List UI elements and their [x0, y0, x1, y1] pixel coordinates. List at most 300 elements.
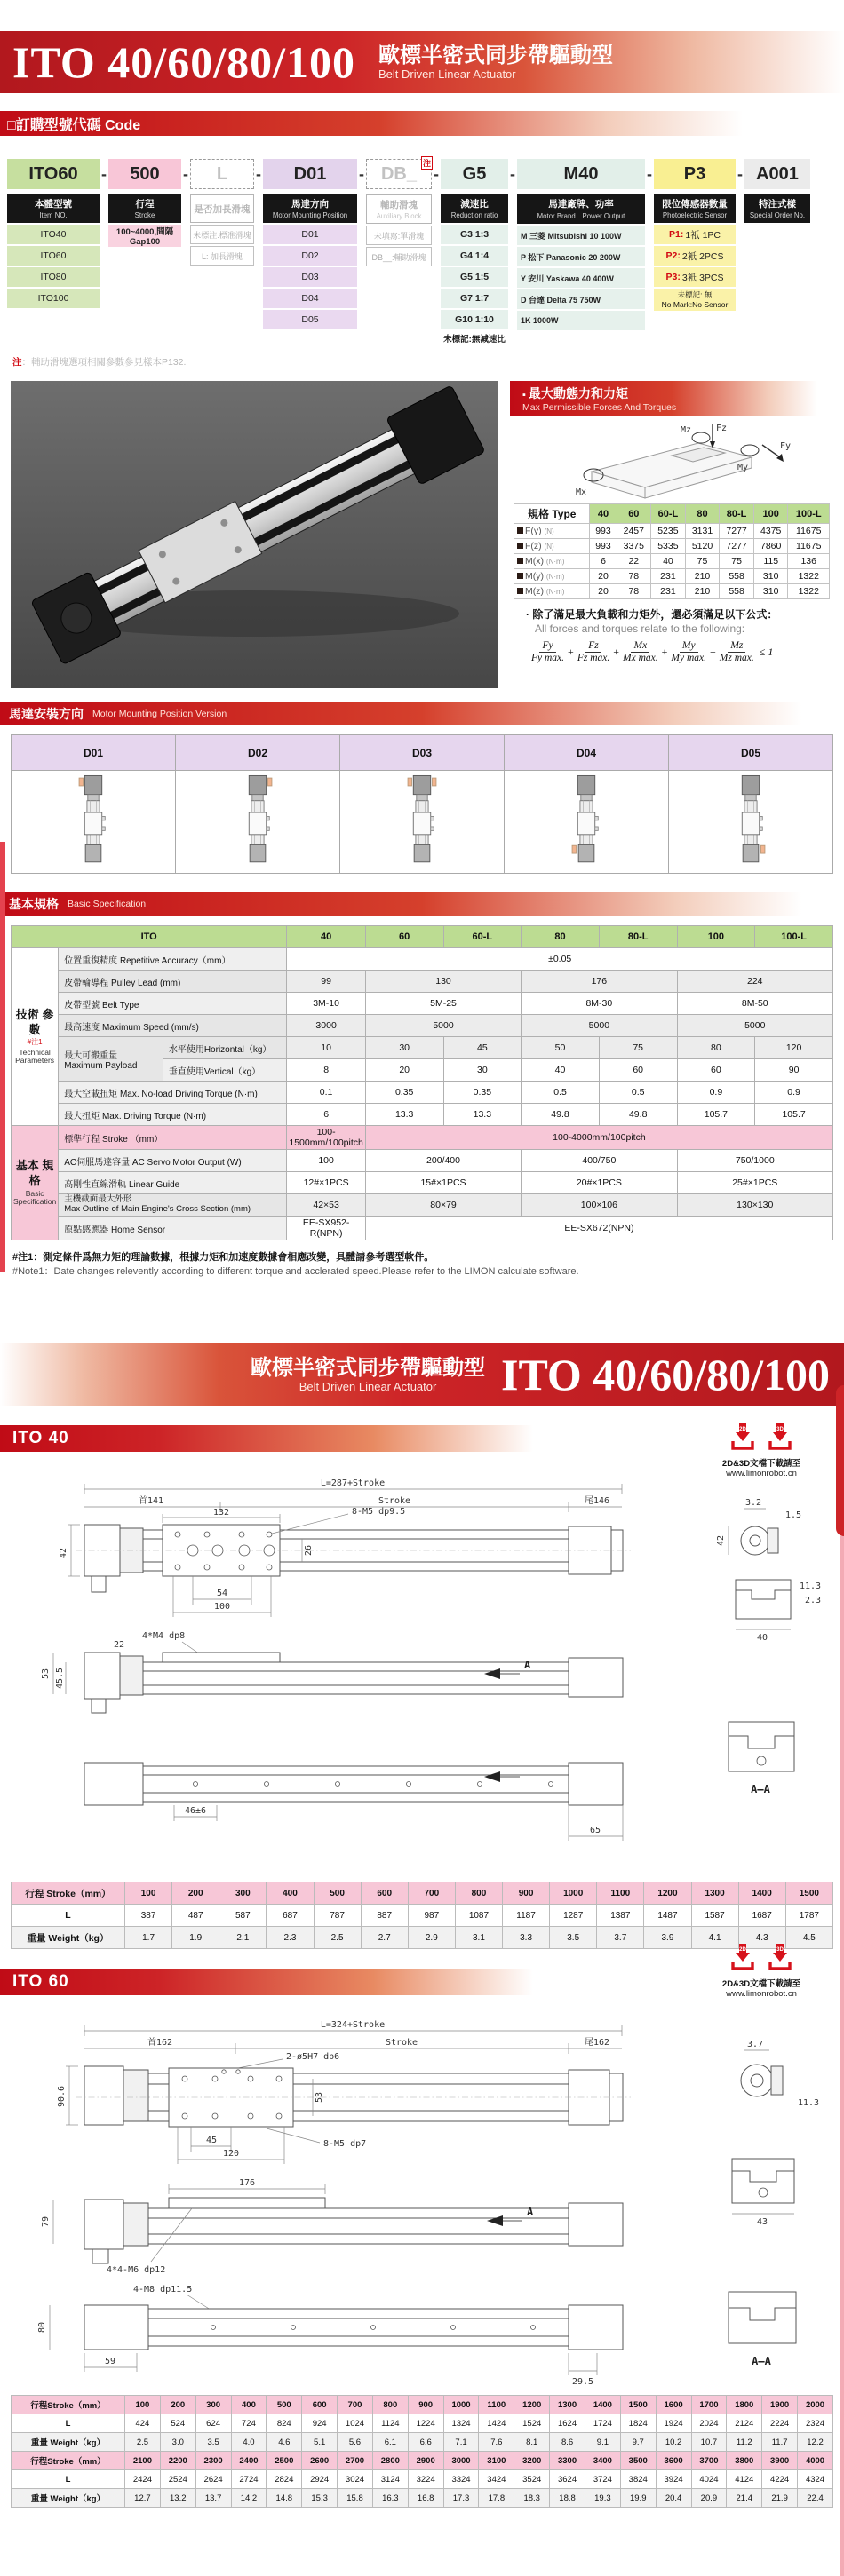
forces-value: 5120	[685, 539, 720, 554]
order-code-column-L	[190, 159, 254, 266]
cell: 3624	[550, 2470, 585, 2489]
cell: 0.5	[599, 1082, 677, 1104]
download-2d-icon[interactable]	[729, 1942, 756, 1974]
cell: 5.1	[302, 2433, 338, 2452]
spec-footnotes	[12, 1249, 844, 1278]
cell: 1687	[738, 1905, 785, 1927]
cell: 3400	[585, 2452, 620, 2470]
dim-11-3: 11.3	[798, 2098, 820, 2108]
media-row	[11, 381, 833, 688]
cell: 12#×1PCS	[287, 1172, 365, 1194]
forces-value: 20	[590, 584, 617, 599]
forces-value: 40	[651, 554, 686, 569]
cell: 424	[125, 2414, 161, 2433]
cell: 2300	[195, 2452, 231, 2470]
cell: 4.0	[231, 2433, 267, 2452]
code-column-header: 馬達廠牌、功率 Motor Brand、Power Output	[517, 194, 645, 224]
spec-row-torque	[12, 1104, 833, 1126]
forces-value: 75	[720, 554, 754, 569]
download-2d-icon[interactable]	[729, 1422, 756, 1454]
code-separator: -	[737, 165, 743, 183]
cell: 4124	[727, 2470, 762, 2489]
ito60-drawing	[0, 1999, 844, 2390]
download-url[interactable]: www.limonrobot.cn	[726, 1989, 797, 1999]
spec-row-stroke	[12, 1126, 833, 1150]
forces-value: 11675	[788, 524, 830, 539]
cell: 10.2	[656, 2433, 691, 2452]
cell: 105.7	[755, 1104, 833, 1126]
label-fz: Fz	[716, 424, 728, 433]
cell: 15.8	[338, 2489, 373, 2508]
payload-en: Maximum Payload	[64, 1060, 138, 1071]
page-title: ITO 40/60/80/100	[12, 37, 355, 87]
cell: 45	[443, 1037, 522, 1059]
cell: 5000	[365, 1015, 521, 1037]
formula-fraction: $\frac{Fy}{\text{Fy max.}}$	[531, 640, 565, 664]
spec-title: ITO	[12, 926, 287, 948]
cell: 200/400	[365, 1150, 521, 1172]
dim-total: L=324+Stroke	[320, 2020, 386, 2030]
dim-carriage-holes: 4*4-M6 dp12	[107, 2265, 166, 2275]
cell: 1200	[514, 2396, 550, 2414]
cell: 0.35	[365, 1082, 443, 1104]
group-en: Technical Parameters	[15, 1047, 55, 1066]
cell: 0.35	[443, 1082, 522, 1104]
dim-top-holes: 8-M5 dp9.5	[352, 1507, 406, 1517]
code-option: ITO100	[7, 289, 100, 308]
cell: 1324	[443, 2414, 479, 2433]
code-separator: -	[359, 165, 364, 183]
payload-label	[59, 1037, 163, 1082]
ito60-section	[0, 1947, 844, 2508]
forces-header-row	[514, 504, 830, 524]
forces-diagram	[538, 418, 805, 500]
row-label: 重量 Weight（kg）	[12, 2433, 125, 2452]
cell: 1424	[479, 2414, 514, 2433]
page2-edge-tab	[836, 1385, 844, 1536]
forces-banner-zh: ▪ 最大動態力和力矩	[522, 384, 628, 402]
cell: 1124	[372, 2414, 408, 2433]
cell: 0.5	[522, 1082, 600, 1104]
cell: 20	[365, 1059, 443, 1082]
cell: 40	[522, 1059, 600, 1082]
cell: 2500	[267, 2452, 302, 2470]
cell: 3900	[762, 2452, 798, 2470]
stroke-table-row	[12, 2489, 833, 2508]
cell: 900	[503, 1882, 550, 1905]
label-my: My	[737, 463, 749, 472]
code-box: L	[190, 159, 254, 189]
code-box: G5	[441, 159, 508, 189]
ito40-drawing	[0, 1455, 844, 1876]
spec-banner-zh: 基本規格	[9, 897, 59, 911]
forces-value: 115	[753, 554, 788, 569]
download-3d-icon[interactable]	[767, 1422, 793, 1454]
code-option: 1K 1000W	[517, 311, 645, 330]
product-photo	[11, 381, 498, 688]
formula-inequality: ≤ 1	[759, 646, 774, 659]
cell: 120	[755, 1037, 833, 1059]
stroke-table-row	[12, 1905, 833, 1927]
code-option: D01	[263, 225, 357, 244]
forces-value: 310	[753, 569, 788, 584]
forces-value: 993	[590, 524, 617, 539]
cell: 2724	[231, 2470, 267, 2489]
cell: 9.7	[620, 2433, 656, 2452]
cell: 2.9	[408, 1927, 455, 1949]
dim-54: 54	[216, 1589, 228, 1598]
mounting-body-row	[12, 771, 833, 874]
spec-col: 60-L	[443, 926, 522, 948]
page1-edge-strip	[0, 842, 5, 1272]
row-label: 位置重復精度 Repetitive Accuracy（mm）	[59, 948, 287, 971]
row-label: L	[12, 1905, 125, 1927]
cell: 1100	[479, 2396, 514, 2414]
cell: 4024	[691, 2470, 727, 2489]
stroke-table-row	[12, 2470, 833, 2489]
cell: 0.9	[677, 1082, 755, 1104]
dim-26: 26	[304, 1544, 314, 1557]
cell: 787	[314, 1905, 361, 1927]
code-column-header: 減速比 Reduction ratio	[441, 194, 508, 223]
cell: 4.6	[267, 2433, 302, 2452]
cell: 1.7	[125, 1927, 172, 1949]
order-code-column-ITO60	[7, 159, 100, 308]
row-label: 最大扭矩 Max. Driving Torque (N·m)	[59, 1104, 287, 1126]
cell: 3.1	[455, 1927, 502, 1949]
cell: 10.7	[691, 2433, 727, 2452]
plus-sign: +	[710, 646, 716, 659]
download-3d-icon[interactable]	[767, 1942, 793, 1974]
cell: 200	[172, 1882, 219, 1905]
cell: 176	[522, 971, 677, 993]
ito60-bottom-view	[37, 2285, 623, 2387]
cell: 3224	[408, 2470, 443, 2489]
cell: 1924	[656, 2414, 691, 2433]
cell: 13.3	[365, 1104, 443, 1126]
row-label: 重量 Weight（kg）	[12, 2489, 125, 2508]
forces-value: 75	[685, 554, 720, 569]
ito60-cross-sections	[729, 2040, 819, 2367]
cell: 8.1	[514, 2433, 550, 2452]
mount-position-label: D05	[669, 735, 833, 771]
cell: 105.7	[677, 1104, 755, 1126]
ito40-side-view	[41, 1631, 623, 1713]
payload-zh: 最大可搬重量	[64, 1050, 118, 1061]
code-box: DB_ 注	[366, 159, 432, 189]
code-option: 未標注:標准滑塊	[190, 225, 254, 244]
cell: 1187	[503, 1905, 550, 1927]
cell: 3.3	[503, 1927, 550, 1949]
cell: 800	[455, 1882, 502, 1905]
cell: 1400	[585, 2396, 620, 2414]
dim-45: 45	[205, 2136, 218, 2145]
order-code-note	[12, 355, 844, 369]
cell: 10	[287, 1037, 365, 1059]
row-label: 皮帶輪導程 Pulley Lead (mm)	[59, 971, 287, 993]
section-a-label: A	[527, 2206, 534, 2218]
forces-value: 231	[651, 569, 686, 584]
spec-row-home	[12, 1217, 833, 1240]
code-option: D03	[263, 267, 357, 287]
cell: 6.1	[372, 2433, 408, 2452]
forces-value: 310	[753, 584, 788, 599]
download-2d-label: 2D	[739, 1947, 746, 1953]
forces-value: 6	[590, 554, 617, 569]
order-code-column-G5	[441, 159, 508, 345]
code-option: G10 1:10	[441, 310, 508, 329]
cell: 19.9	[620, 2489, 656, 2508]
mounting-header-row	[12, 735, 833, 771]
download-block	[704, 1942, 819, 1999]
cell: 13.2	[160, 2489, 195, 2508]
cell: 100	[287, 1150, 365, 1172]
code-separator: -	[101, 165, 107, 183]
cell: 4000	[798, 2452, 833, 2470]
cell: 2124	[727, 2414, 762, 2433]
cell: 22.4	[798, 2489, 833, 2508]
cell: 400	[267, 1882, 314, 1905]
cell: 1587	[691, 1905, 738, 1927]
cell: 12.7	[125, 2489, 161, 2508]
cell: 30	[443, 1059, 522, 1082]
cell: 900	[408, 2396, 443, 2414]
code-option: G4 1:4	[441, 246, 508, 266]
cell: 624	[195, 2414, 231, 2433]
cell: 1200	[644, 1882, 691, 1905]
footnote-en: #Note1：Date changes relevently according to different torque and acclerated speed.Please refer to the LIMON calculate software.	[12, 1266, 579, 1277]
spec-col: 80	[522, 926, 600, 948]
code-option: P3: 3衹 3PCS	[654, 267, 736, 287]
dim-45-5: 45.5	[55, 1667, 65, 1690]
cell: 16.3	[372, 2489, 408, 2508]
cell: 687	[267, 1905, 314, 1927]
cell: 1300	[691, 1882, 738, 1905]
subtitle-en: Belt Driven Linear Actuator	[378, 67, 516, 82]
cell: 100×106	[522, 1194, 677, 1217]
cell: 9.1	[585, 2433, 620, 2452]
cell: 100-1500mm/100pitch	[287, 1126, 365, 1150]
code-option: 100~4000,間隔Gap100	[108, 225, 181, 247]
cell: EE-SX672(NPN)	[365, 1217, 832, 1240]
dim-132: 132	[212, 1508, 230, 1518]
cell: 80	[677, 1037, 755, 1059]
cell: 1600	[656, 2396, 691, 2414]
row-label: 最大空載扭矩 Max. No-load Driving Torque (N·m)	[59, 1082, 287, 1104]
mount-position-drawing-D02	[176, 771, 340, 874]
ito40-cross-sections	[716, 1498, 821, 1795]
forces-value: 2457	[617, 524, 651, 539]
forces-value: 3131	[685, 524, 720, 539]
cell: 387	[125, 1905, 172, 1927]
row-label: 行程Stroke（mm）	[12, 2396, 125, 2414]
forces-table	[514, 503, 830, 599]
cell: 3000	[443, 2452, 479, 2470]
note-mark-icon: 注	[421, 156, 433, 170]
code-option: ITO40	[7, 225, 100, 244]
ito60-top-view	[57, 2020, 631, 2164]
stroke-table-row	[12, 2433, 833, 2452]
cell: 2824	[267, 2470, 302, 2489]
forces-col: 60	[617, 504, 651, 524]
forces-value: 5335	[651, 539, 686, 554]
cell: 1287	[550, 1905, 597, 1927]
cell: 924	[302, 2414, 338, 2433]
cell: 7.6	[479, 2433, 514, 2452]
cell: 800	[372, 2396, 408, 2414]
forces-col: 100	[753, 504, 788, 524]
row-label: L	[12, 2414, 125, 2433]
code-column-header: 馬達方向 Motor Mounting Position	[263, 194, 357, 223]
cell: 18.3	[514, 2489, 550, 2508]
forces-col: 40	[590, 504, 617, 524]
forces-note-en: All forces and torques relate to the following:	[535, 622, 745, 635]
dim-80: 80	[37, 2321, 47, 2334]
dim-sec-42: 42	[716, 1534, 726, 1547]
cell: 8.6	[550, 2433, 585, 2452]
code-option: D02	[263, 246, 357, 266]
spec-col: 60	[365, 926, 443, 948]
cell: 3.0	[160, 2433, 195, 2452]
spec-banner	[0, 892, 844, 916]
code-option: ITO60	[7, 246, 100, 266]
cell: 3424	[479, 2470, 514, 2489]
cell: 8M-30	[522, 993, 677, 1015]
code-option: D05	[263, 310, 357, 329]
cell: 1724	[585, 2414, 620, 2433]
ito60-side-view	[41, 2178, 623, 2275]
cell: 300	[195, 2396, 231, 2414]
order-code-banner: □訂購型號代碼 Code	[0, 111, 844, 136]
cell: 25#×1PCS	[677, 1172, 832, 1194]
cell: 3124	[372, 2470, 408, 2489]
cell: 100	[125, 2396, 161, 2414]
group-zh: 技術 參數	[15, 1008, 54, 1036]
stroke-table-row	[12, 2414, 833, 2433]
spec-header-row	[12, 926, 833, 948]
spec-row-pulley	[12, 971, 833, 993]
cell: 130×130	[677, 1194, 832, 1217]
cell: 13.3	[443, 1104, 522, 1126]
row-label: L	[12, 2470, 125, 2489]
formula-fraction: $\frac{Fz}{\text{Fz max.}}$	[577, 640, 610, 664]
spec-col: 80-L	[599, 926, 677, 948]
mount-position-drawing-D04	[505, 771, 669, 874]
code-option: P2: 2衹 2PCS	[654, 246, 736, 266]
cell: 3024	[338, 2470, 373, 2489]
row-label: 皮帶型號 Belt Type	[59, 993, 287, 1015]
forces-value: 78	[617, 584, 651, 599]
download-icons	[704, 1422, 819, 1454]
forces-value: 5235	[651, 524, 686, 539]
cell: 30	[365, 1037, 443, 1059]
cell: 15#×1PCS	[365, 1172, 521, 1194]
plus-sign: +	[613, 646, 620, 659]
mount-position-label: D02	[176, 735, 340, 771]
cell: 2324	[798, 2414, 833, 2433]
forces-row	[514, 524, 830, 539]
dim-90-6: 90.6	[57, 2085, 67, 2108]
cell: 824	[267, 2414, 302, 2433]
cell: 1900	[762, 2396, 798, 2414]
cell: 130	[365, 971, 521, 993]
group-zh: 基本 規格	[15, 1159, 54, 1187]
download-3d-label: 3D	[776, 1427, 784, 1432]
square-bullet-icon	[517, 588, 523, 594]
download-text: 2D&3D文檔下載請至	[721, 1459, 801, 1469]
cell: 4.5	[785, 1927, 832, 1949]
forces-col: 80	[685, 504, 720, 524]
order-code-columns	[7, 159, 835, 345]
cell: 1000	[550, 1882, 597, 1905]
cell: 3100	[479, 2452, 514, 2470]
plus-sign: +	[661, 646, 668, 659]
cell: 887	[361, 1905, 408, 1927]
code-box: P3	[654, 159, 736, 189]
cell: 1087	[455, 1905, 502, 1927]
forces-section	[510, 381, 833, 688]
forces-value: 210	[685, 569, 720, 584]
cell: 16.8	[408, 2489, 443, 2508]
group-note: #注1	[27, 1037, 43, 1046]
cell: 6	[287, 1104, 365, 1126]
cell: 700	[408, 1882, 455, 1905]
dim-total: L=287+Stroke	[320, 1478, 386, 1488]
ito60-banner: ITO 60	[0, 1969, 533, 1995]
cell: 21.4	[727, 2489, 762, 2508]
cell: 17.3	[443, 2489, 479, 2508]
forces-row-label: F(z) (N)	[514, 539, 590, 554]
code-option: P 松下 Panasonic 20 200W	[517, 247, 645, 266]
dim-79: 79	[41, 2215, 51, 2228]
cell: 11.2	[727, 2433, 762, 2452]
dim-120: 120	[222, 2149, 240, 2159]
label-fy: Fy	[780, 441, 792, 451]
cell: 50	[522, 1037, 600, 1059]
dim-3-2: 3.2	[744, 1498, 762, 1508]
cell: 3.5	[550, 1927, 597, 1949]
square-bullet-icon	[517, 558, 523, 564]
formula-fraction: $\frac{Mz}{\text{Mz max.}}$	[719, 640, 754, 664]
cell: 5000	[522, 1015, 677, 1037]
download-url[interactable]: www.limonrobot.cn	[726, 1469, 797, 1478]
cell: 1700	[691, 2396, 727, 2414]
cell: 3824	[620, 2470, 656, 2489]
cell: 1800	[727, 2396, 762, 2414]
section-aa-label: A—A	[751, 1783, 770, 1795]
spec-row-servo	[12, 1150, 833, 1172]
forces-value: 3375	[617, 539, 651, 554]
order-code-column-DB	[366, 159, 432, 266]
forces-col-type: 規格 Type	[514, 504, 590, 524]
dim-head: 首162	[147, 2038, 173, 2048]
square-bullet-icon	[517, 527, 523, 534]
cell: 2000	[798, 2396, 833, 2414]
spec-row-guide	[12, 1172, 833, 1194]
footnote-zh: #注1：測定條件爲無力矩的理論數據，根據力矩和加速度數據會相應改變，具體請參考選型軟件。	[12, 1252, 434, 1263]
forces-col: 80-L	[720, 504, 754, 524]
order-code-column-M40	[517, 159, 645, 330]
code-option: D04	[263, 289, 357, 308]
forces-banner	[510, 381, 833, 416]
page1-header	[0, 31, 844, 93]
mounting-banner	[0, 702, 844, 725]
dim-2-3: 2.3	[805, 1596, 822, 1605]
spec-row-belt	[12, 993, 833, 1015]
outline-en: Max Outline of Main Engine's Cross Section (mm)	[64, 1204, 251, 1214]
outline-zh: 主機截面最大外形	[64, 1194, 132, 1205]
cell: 8	[287, 1059, 365, 1082]
